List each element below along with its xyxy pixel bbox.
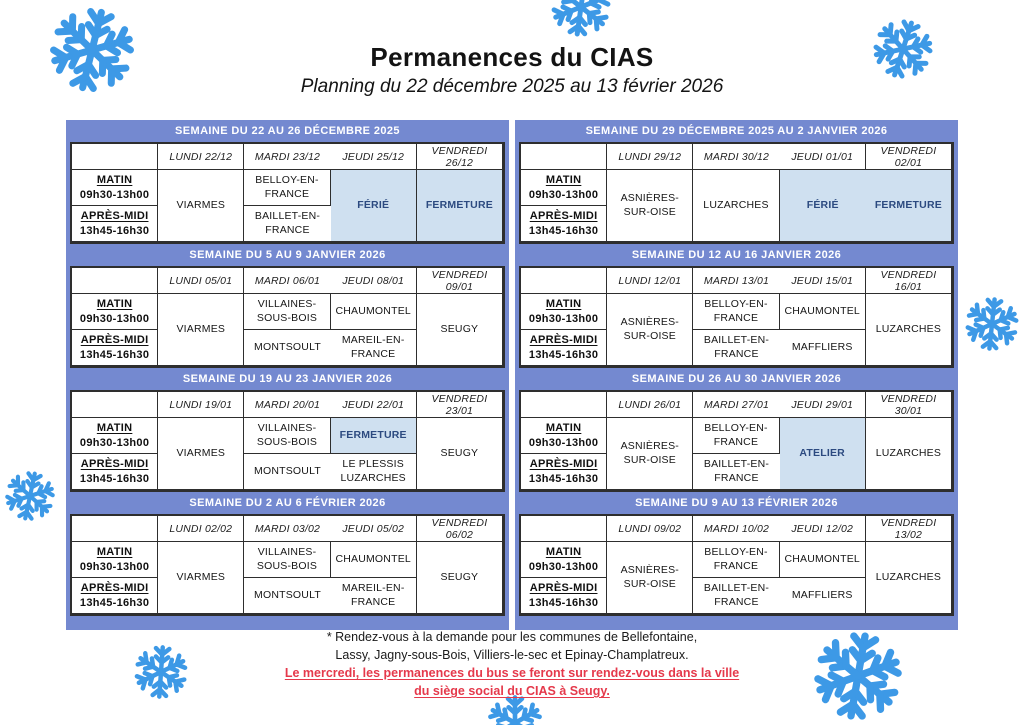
- schedule-cell-matin: BELLOY-EN-FRANCE: [693, 294, 779, 330]
- time-slot-apres-midi: [72, 330, 158, 366]
- day-header: JEUDI 25/12: [331, 144, 417, 170]
- time-slot-matin: [521, 418, 607, 454]
- day-header: VENDREDI 13/02: [866, 516, 952, 542]
- time-slot-matin: [521, 542, 607, 578]
- schedule-cell-apres-midi: BAILLET-EN-FRANCE: [693, 330, 779, 366]
- week-title: SEMAINE DU 9 AU 13 FÉVRIER 2026: [515, 492, 958, 514]
- schedule-cell: LUZARCHES: [693, 170, 779, 242]
- apres-midi-label: APRÈS-MIDI: [529, 457, 598, 470]
- schedule-cell: ASNIÈRES-SUR-OISE: [607, 542, 693, 614]
- schedule-cell-apres-midi: MAFFLIERS: [780, 578, 866, 614]
- schedule-cell: VIARMES: [158, 294, 244, 366]
- week-grid: [70, 142, 505, 244]
- time-slot-apres-midi: [521, 206, 607, 242]
- matin-hours: 09h30-13h00: [79, 312, 150, 325]
- day-header: LUNDI 05/01: [158, 268, 244, 294]
- day-header: MARDI 30/12: [693, 144, 779, 170]
- day-header: LUNDI 02/02: [158, 516, 244, 542]
- apres-midi-label: APRÈS-MIDI: [80, 581, 149, 594]
- matin-label: MATIN: [545, 545, 582, 558]
- schedule-cell-apres-midi: MAREIL-EN-FRANCE: [331, 578, 417, 614]
- schedule-cell-apres-midi: BAILLET-EN-FRANCE: [244, 206, 330, 242]
- schedule-column-left: [66, 120, 509, 630]
- week-title: SEMAINE DU 19 AU 23 JANVIER 2026: [66, 368, 509, 390]
- schedule-cell-apres-midi: MONTSOULT: [244, 330, 330, 366]
- footer-alert-line1: Le mercredi, les permanences du bus se feront sur rendez-vous dans la ville: [284, 666, 740, 680]
- time-slot-matin: [521, 294, 607, 330]
- time-slot-matin: [72, 542, 158, 578]
- matin-label: MATIN: [96, 545, 133, 558]
- day-header: JEUDI 01/01: [780, 144, 866, 170]
- day-header: MARDI 23/12: [244, 144, 330, 170]
- schedule-cell-matin: BELLOY-EN-FRANCE: [693, 418, 779, 454]
- apres-midi-hours: 13h45-16h30: [79, 348, 150, 361]
- schedule-table: [66, 120, 958, 630]
- snowflake-icon: [0, 465, 61, 527]
- schedule-cell-matin: BELLOY-EN-FRANCE: [244, 170, 330, 206]
- day-header: VENDREDI 09/01: [417, 268, 503, 294]
- week-block: [66, 492, 509, 616]
- week-block: [515, 244, 958, 368]
- schedule-cell: SEUGY: [417, 542, 503, 614]
- week-title: SEMAINE DU 2 AU 6 FÉVRIER 2026: [66, 492, 509, 514]
- schedule-cell: VIARMES: [158, 542, 244, 614]
- time-slot-apres-midi: [72, 206, 158, 242]
- schedule-cell: ASNIÈRES-SUR-OISE: [607, 294, 693, 366]
- matin-hours: 09h30-13h00: [528, 436, 599, 449]
- week-title: SEMAINE DU 5 AU 9 JANVIER 2026: [66, 244, 509, 266]
- day-header: VENDREDI 06/02: [417, 516, 503, 542]
- schedule-cell: FÉRIÉ: [780, 170, 866, 242]
- day-header: VENDREDI 16/01: [866, 268, 952, 294]
- apres-midi-label: APRÈS-MIDI: [80, 209, 149, 222]
- matin-hours: 09h30-13h00: [79, 560, 150, 573]
- week-block: [515, 368, 958, 492]
- day-header: MARDI 06/01: [244, 268, 330, 294]
- day-header: MARDI 13/01: [693, 268, 779, 294]
- schedule-cell: LUZARCHES: [866, 418, 952, 490]
- week-block: [66, 368, 509, 492]
- week-block: [515, 120, 958, 244]
- corner-cell: [72, 144, 158, 170]
- schedule-cell-apres-midi: MAFFLIERS: [780, 330, 866, 366]
- time-slot-apres-midi: [72, 454, 158, 490]
- week-grid: [519, 142, 954, 244]
- corner-cell: [72, 392, 158, 418]
- week-block: [66, 244, 509, 368]
- corner-cell: [521, 516, 607, 542]
- matin-label: MATIN: [96, 173, 133, 186]
- apres-midi-hours: 13h45-16h30: [79, 224, 150, 237]
- schedule-cell-apres-midi: LE PLESSIS LUZARCHES: [331, 454, 417, 490]
- corner-cell: [521, 268, 607, 294]
- matin-label: MATIN: [545, 297, 582, 310]
- day-header: VENDREDI 26/12: [417, 144, 503, 170]
- day-header: LUNDI 22/12: [158, 144, 244, 170]
- day-header: JEUDI 05/02: [331, 516, 417, 542]
- page-subtitle: Planning du 22 décembre 2025 au 13 février 2026: [300, 76, 724, 97]
- matin-hours: 09h30-13h00: [528, 188, 599, 201]
- schedule-cell: LUZARCHES: [866, 542, 952, 614]
- apres-midi-hours: 13h45-16h30: [528, 224, 599, 237]
- day-header: JEUDI 15/01: [780, 268, 866, 294]
- day-header: JEUDI 22/01: [331, 392, 417, 418]
- time-slot-matin: [72, 294, 158, 330]
- day-header: JEUDI 08/01: [331, 268, 417, 294]
- schedule-cell: ATELIER: [780, 418, 866, 490]
- day-header: LUNDI 19/01: [158, 392, 244, 418]
- time-slot-apres-midi: [72, 578, 158, 614]
- day-header: VENDREDI 02/01: [866, 144, 952, 170]
- apres-midi-label: APRÈS-MIDI: [529, 581, 598, 594]
- schedule-cell-apres-midi: MONTSOULT: [244, 578, 330, 614]
- schedule-cell-apres-midi: BAILLET-EN-FRANCE: [693, 454, 779, 490]
- schedule-cell: FERMETURE: [866, 170, 952, 242]
- schedule-cell-matin: CHAUMONTEL: [780, 542, 866, 578]
- schedule-cell: SEUGY: [417, 294, 503, 366]
- week-grid: [519, 390, 954, 492]
- schedule-cell: LUZARCHES: [866, 294, 952, 366]
- corner-cell: [521, 144, 607, 170]
- schedule-cell: SEUGY: [417, 418, 503, 490]
- schedule-column-right: [515, 120, 958, 630]
- week-title: SEMAINE DU 22 AU 26 DÉCEMBRE 2025: [66, 120, 509, 142]
- time-slot-matin: [72, 418, 158, 454]
- day-header: MARDI 20/01: [244, 392, 330, 418]
- corner-cell: [72, 516, 158, 542]
- day-header: JEUDI 12/02: [780, 516, 866, 542]
- day-header: LUNDI 09/02: [607, 516, 693, 542]
- day-header: VENDREDI 30/01: [866, 392, 952, 418]
- apres-midi-hours: 13h45-16h30: [528, 472, 599, 485]
- time-slot-matin: [72, 170, 158, 206]
- matin-hours: 09h30-13h00: [528, 560, 599, 573]
- day-header: MARDI 27/01: [693, 392, 779, 418]
- schedule-cell-matin: VILLAINES-SOUS-BOIS: [244, 542, 330, 578]
- schedule-cell-matin: CHAUMONTEL: [331, 542, 417, 578]
- matin-hours: 09h30-13h00: [79, 188, 150, 201]
- schedule-cell-matin: CHAUMONTEL: [331, 294, 417, 330]
- apres-midi-hours: 13h45-16h30: [79, 472, 150, 485]
- schedule-cell: ASNIÈRES-SUR-OISE: [607, 418, 693, 490]
- week-grid: [70, 514, 505, 616]
- day-header: LUNDI 29/12: [607, 144, 693, 170]
- footer-note-line2: Lassy, Jagny-sous-Bois, Villiers-le-sec et Epinay-Champlatreux.: [335, 648, 689, 663]
- corner-cell: [521, 392, 607, 418]
- week-block: [66, 120, 509, 244]
- day-header: JEUDI 29/01: [780, 392, 866, 418]
- schedule-cell-apres-midi: BAILLET-EN-FRANCE: [693, 578, 779, 614]
- time-slot-apres-midi: [521, 330, 607, 366]
- day-header: MARDI 10/02: [693, 516, 779, 542]
- matin-label: MATIN: [545, 421, 582, 434]
- apres-midi-hours: 13h45-16h30: [528, 596, 599, 609]
- day-header: LUNDI 12/01: [607, 268, 693, 294]
- matin-label: MATIN: [96, 421, 133, 434]
- schedule-cell: VIARMES: [158, 418, 244, 490]
- week-grid: [519, 514, 954, 616]
- apres-midi-label: APRÈS-MIDI: [529, 209, 598, 222]
- week-title: SEMAINE DU 29 DÉCEMBRE 2025 AU 2 JANVIER 2026: [515, 120, 958, 142]
- week-grid: [519, 266, 954, 368]
- page-title: Permanences du CIAS: [370, 42, 654, 72]
- schedule-cell-apres-midi: MONTSOULT: [244, 454, 330, 490]
- footer-alert-line2: du siège social du CIAS à Seugy.: [414, 684, 610, 699]
- week-title: SEMAINE DU 26 AU 30 JANVIER 2026: [515, 368, 958, 390]
- time-slot-matin: [521, 170, 607, 206]
- time-slot-apres-midi: [521, 578, 607, 614]
- schedule-cell-matin: VILLAINES-SOUS-BOIS: [244, 418, 330, 454]
- matin-hours: 09h30-13h00: [528, 312, 599, 325]
- schedule-cell-matin: CHAUMONTEL: [780, 294, 866, 330]
- matin-hours: 09h30-13h00: [79, 436, 150, 449]
- schedule-cell: ASNIÈRES-SUR-OISE: [607, 170, 693, 242]
- matin-label: MATIN: [96, 297, 133, 310]
- schedule-cell-matin: FERMETURE: [331, 418, 417, 454]
- apres-midi-hours: 13h45-16h30: [79, 596, 150, 609]
- footer-note: [0, 628, 1024, 664]
- schedule-cell: VIARMES: [158, 170, 244, 242]
- week-block: [515, 492, 958, 616]
- schedule-cell-apres-midi: MAREIL-EN-FRANCE: [331, 330, 417, 366]
- schedule-cell-matin: BELLOY-EN-FRANCE: [693, 542, 779, 578]
- snowflake-icon: [546, 0, 616, 42]
- corner-cell: [72, 268, 158, 294]
- time-slot-apres-midi: [521, 454, 607, 490]
- week-title: SEMAINE DU 12 AU 16 JANVIER 2026: [515, 244, 958, 266]
- apres-midi-label: APRÈS-MIDI: [80, 457, 149, 470]
- day-header: VENDREDI 23/01: [417, 392, 503, 418]
- apres-midi-hours: 13h45-16h30: [528, 348, 599, 361]
- apres-midi-label: APRÈS-MIDI: [80, 333, 149, 346]
- schedule-cell: FERMETURE: [417, 170, 503, 242]
- day-header: LUNDI 26/01: [607, 392, 693, 418]
- matin-label: MATIN: [545, 173, 582, 186]
- apres-midi-label: APRÈS-MIDI: [529, 333, 598, 346]
- week-grid: [70, 390, 505, 492]
- day-header: MARDI 03/02: [244, 516, 330, 542]
- week-grid: [70, 266, 505, 368]
- schedule-cell: FÉRIÉ: [331, 170, 417, 242]
- footer-alert: [0, 664, 1024, 700]
- schedule-cell-matin: VILLAINES-SOUS-BOIS: [244, 294, 330, 330]
- footer-note-line1: * Rendez-vous à la demande pour les communes de Bellefontaine,: [326, 630, 698, 644]
- snowflake-icon: [961, 293, 1023, 355]
